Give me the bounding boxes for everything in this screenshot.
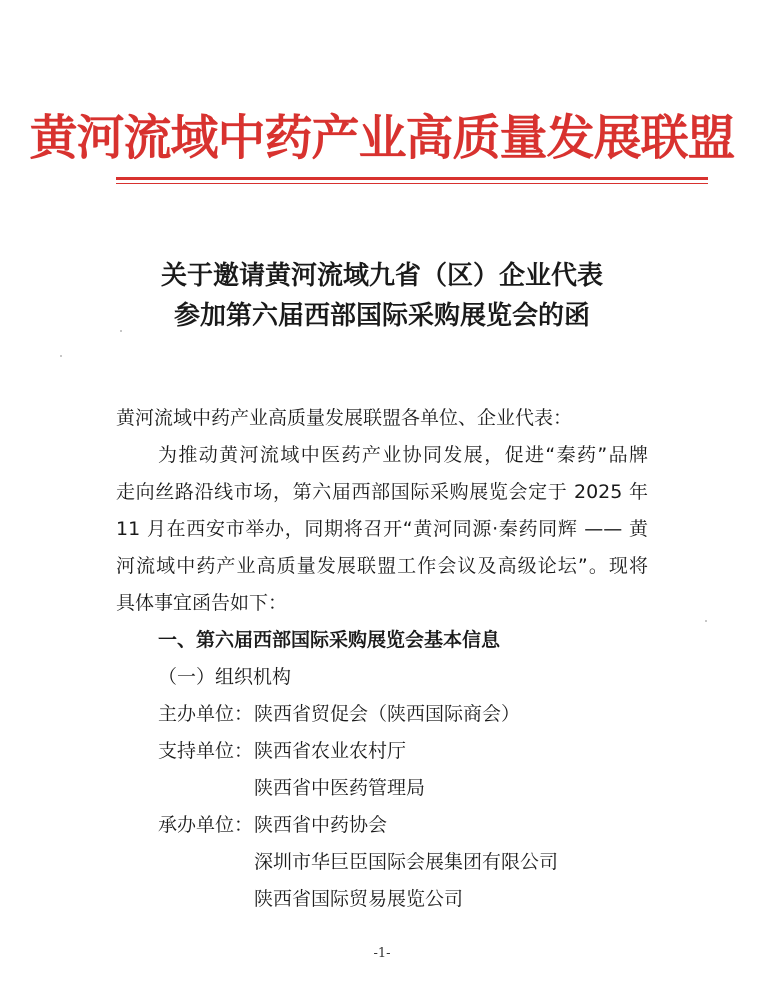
organizer-role-undertake: 承办单位：	[158, 814, 254, 836]
organizer-unit-support-1: 陕西省农业农村厅	[254, 740, 407, 762]
salutation: 黄河流域中药产业高质量发展联盟各单位、企业代表：	[116, 407, 573, 429]
organizer-unit-undertake-2: 深圳市华巨臣国际会展集团有限公司	[254, 851, 559, 873]
organizer-role-host: 主办单位：	[158, 703, 254, 725]
paragraph-line-5: 具体事宜函告如下：	[116, 592, 288, 614]
section-heading: 一、第六届西部国际采购展览会基本信息	[158, 629, 501, 651]
organizer-unit-undertake-1: 陕西省中药协会	[254, 814, 388, 836]
organizer-unit-undertake-3: 陕西省国际贸易展览公司	[254, 888, 464, 910]
organizer-unit-support-2: 陕西省中医药管理局	[254, 777, 426, 799]
paragraph-line-3: 11 月在西安市举办，同期将召开“黄河同源·秦药同辉 —— 黄	[116, 518, 648, 540]
page-number: -1-	[373, 946, 391, 961]
paragraph-line-1: 为推动黄河流域中医药产业协同发展，促进“秦药”品牌	[158, 444, 648, 466]
organizer-unit-host-1: 陕西省贸促会（陕西国际商会）	[254, 703, 521, 725]
document-title-line-1: 关于邀请黄河流域九省（区）企业代表	[160, 261, 603, 291]
document-title-line-2: 参加第六届西部国际采购展览会的函	[173, 301, 590, 331]
scan-speck	[60, 355, 62, 357]
scan-speck	[705, 620, 707, 622]
letterhead-rule-thick	[116, 177, 708, 180]
letterhead-rule-thin	[116, 183, 708, 184]
paragraph-line-4: 河流域中药产业高质量发展联盟工作会议及高级论坛”。现将	[116, 555, 648, 577]
letterhead-org-name: 黄河流域中药产业高质量发展联盟	[29, 110, 735, 166]
paragraph-line-2: 走向丝路沿线市场，第六届西部国际采购展览会定于 2025 年	[116, 481, 648, 503]
organizer-role-support: 支持单位：	[158, 740, 254, 762]
scan-speck	[120, 330, 122, 332]
subsection-heading: （一）组织机构	[158, 666, 292, 688]
